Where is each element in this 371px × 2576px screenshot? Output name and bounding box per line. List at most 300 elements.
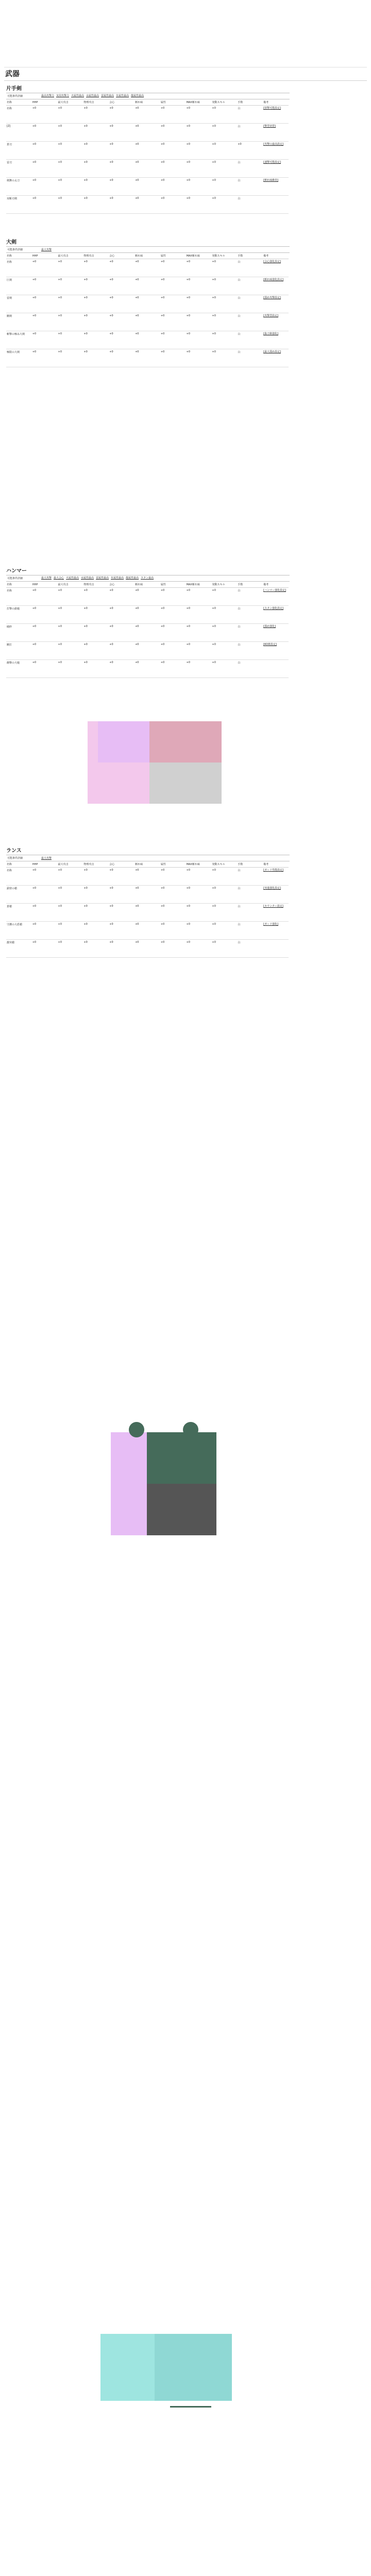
column-header: 手数 [237,582,263,588]
cell-value: +0 [134,624,160,642]
filter-option[interactable]: 氷属性最高 [116,94,129,97]
page [0,67,371,2576]
row-name[interactable]: 名称 [6,259,32,277]
cell-value: +0 [32,277,58,295]
cell-value: +0 [186,106,212,124]
cell-value: +0 [186,588,212,606]
cell-value: +0 [134,277,160,295]
column-header: HHP [32,861,58,868]
cell-value: +0 [83,349,109,367]
cell-value: +0 [32,940,58,958]
table-row [6,178,289,196]
cell-value: +0 [109,295,134,313]
cell-value: +0 [134,660,160,678]
row-name[interactable]: 激突槍 [6,940,32,958]
cell-value: +0 [83,178,109,196]
table-title: ハンマー [6,568,27,574]
column-header: 名称 [6,253,32,259]
cell-value: +0 [160,295,186,313]
column-header: 最大攻击 [58,253,83,259]
color-panel [129,1422,144,1437]
table-header-row [6,253,289,259]
cell-value[interactable]: [攻撃型設定] [263,313,289,331]
column-header: 発動スキル [212,582,238,588]
color-panel [98,721,149,762]
cell-value: 白 [237,868,263,886]
table-row [6,606,289,624]
filter-option[interactable]: 火属性最高 [66,577,79,580]
column-header: 発動スキル [212,99,238,106]
cell-value: +0 [32,904,58,922]
row-name[interactable]: 名称 [6,868,32,886]
column-header: 会心 [109,861,134,868]
cell-value: +0 [212,868,238,886]
cell-value: +0 [212,331,238,349]
cell-value: +0 [32,642,58,660]
cell-value: +0 [134,160,160,178]
cell-value[interactable]: [ハンマー強化設定] [263,588,289,606]
cell-value: +0 [212,606,238,624]
table-row [6,106,289,124]
cell-value: +0 [160,313,186,331]
column-header: MAX斬れ味 [186,861,212,868]
cell-value: +0 [83,868,109,886]
cell-value: +0 [186,124,212,142]
table-row [6,922,289,940]
cell-value: +0 [186,349,212,367]
cell-value: +0 [134,259,160,277]
cell-value: +0 [83,922,109,940]
cell-value: +0 [83,313,109,331]
cell-value: +0 [58,142,83,160]
color-panel [149,721,222,762]
cell-value[interactable]: [スタン強化設定] [263,606,289,624]
cell-value[interactable]: [会心強化設定] [263,259,289,277]
cell-value: +0 [160,588,186,606]
cell-value: +0 [83,160,109,178]
filter-option[interactable]: 最大攻撃 [41,248,52,251]
cell-value: +0 [160,606,186,624]
cell-value: +0 [186,142,212,160]
column-header: 物理攻击 [83,582,109,588]
column-header: 最大攻击 [58,99,83,106]
column-header: 物理攻击 [83,99,109,106]
cell-value: 白 [237,178,263,196]
cell-value[interactable]: [射撃可能設定] [263,106,289,124]
cell-value: 白 [237,660,263,678]
column-header: MAX斬れ味 [186,582,212,588]
cell-value[interactable]: [連撃可能設定] [263,160,289,178]
column-header: 名称 [6,861,32,868]
cell-value: 白 [237,606,263,624]
cell-value: +0 [58,624,83,642]
cell-value: +0 [212,106,238,124]
row-name[interactable]: 剛打 [6,642,32,660]
cell-value: +0 [212,313,238,331]
column-header: 斬れ味 [134,861,160,868]
filter-row [6,855,290,861]
filter-option[interactable]: 水属性最高 [81,577,94,580]
cell-value: +0 [160,178,186,196]
cell-value: +0 [212,178,238,196]
filter-option[interactable]: 最大攻撃 [41,857,52,860]
row-name[interactable]: 破砕 [6,624,32,642]
cell-value[interactable]: [KO術設定] [263,642,289,660]
cell-value[interactable]: [最大溜め設定] [263,349,289,367]
cell-value: +0 [160,160,186,178]
table-header-row [6,99,289,106]
filter-option[interactable]: 実用攻撃力 [56,94,70,97]
column-header: 属性 [160,99,186,106]
cell-value: 白 [237,642,263,660]
cell-value: +0 [109,922,134,940]
cell-value: +0 [32,624,58,642]
cell-value: +0 [237,142,263,160]
cell-value: +0 [212,904,238,922]
table-row [6,160,289,178]
table-row [6,277,289,295]
cell-value: +0 [58,922,83,940]
cell-value: +0 [32,295,58,313]
cell-value[interactable]: [撃型切替] [263,124,289,142]
cell-value: +0 [109,160,134,178]
cell-value: +0 [186,313,212,331]
cell-value: +0 [58,588,83,606]
cell-value: +0 [32,124,58,142]
row-name[interactable]: 雷刃 [6,160,32,178]
cell-value: +0 [186,331,212,349]
cell-value: +0 [58,196,83,214]
cell-value[interactable]: [抜刀術強化] [263,331,289,349]
cell-value: +0 [83,886,109,904]
cell-value[interactable]: [攻撃の最高設定] [263,142,289,160]
filter-option[interactable]: スタン最高 [141,577,154,580]
cell-value: +0 [109,331,134,349]
filter-option[interactable]: 最高攻撃力 [41,94,55,97]
cell-value: +0 [134,886,160,904]
cell-value: +0 [160,624,186,642]
table-row [6,331,289,349]
table-row [6,142,289,160]
cell-value: +0 [58,904,83,922]
cell-value: +0 [83,331,109,349]
cell-value: +0 [160,642,186,660]
filter-option[interactable]: 雷属性最高 [96,577,109,580]
cell-value: +0 [83,904,109,922]
table-row [6,124,289,142]
cell-value: +0 [32,660,58,678]
table-row [6,624,289,642]
cell-value: +0 [160,124,186,142]
row-name[interactable]: 巨剣 [6,277,32,295]
cell-value: +0 [109,277,134,295]
cell-value[interactable] [263,940,289,958]
cell-value[interactable]: [ガード性能設定] [263,868,289,886]
table-row [6,868,289,886]
color-panel [147,1484,216,1535]
cell-value: +0 [134,868,160,886]
cell-value[interactable]: [溜め強化] [263,624,289,642]
column-header: 会心 [109,99,134,106]
row-name[interactable]: 守護の大盾槍 [6,922,32,940]
filter-row [6,246,290,253]
column-header: 会心 [109,253,134,259]
column-header: 斬れ味 [134,99,160,106]
filter-row [6,93,290,99]
cell-value: +0 [186,660,212,678]
table-header-row [6,861,289,868]
cell-value: +0 [83,259,109,277]
data-table [6,253,289,367]
cell-value: +0 [186,940,212,958]
cell-value: +0 [83,295,109,313]
table-row [6,588,289,606]
cell-value: +0 [109,606,134,624]
row-name[interactable]: 名称 [6,588,32,606]
cell-value: +0 [58,277,83,295]
column-header: 名称 [6,99,32,106]
cell-value: 白 [237,588,263,606]
cell-value: +0 [58,660,83,678]
cell-value: +0 [160,196,186,214]
cell-value: +0 [58,868,83,886]
row-name[interactable]: 名称 [6,106,32,124]
cell-value: +0 [32,178,58,196]
color-panel [147,1432,216,1484]
cell-value: +0 [32,588,58,606]
cell-value: +0 [32,259,58,277]
row-name[interactable]: 斬撃の極み大剣 [6,331,32,349]
cell-value: +0 [109,349,134,367]
filter-option[interactable]: 龍属性最高 [131,94,144,97]
cell-value: +0 [109,642,134,660]
cell-value[interactable]: [カウンター設定] [263,904,289,922]
row-name[interactable]: 剣舞の太刀 [6,178,32,196]
cell-value: +0 [134,106,160,124]
column-header: HHP [32,253,58,259]
cell-value: 白 [237,196,263,214]
cell-value: +0 [212,295,238,313]
cell-value[interactable] [263,660,289,678]
cell-value: +0 [134,940,160,958]
row-name[interactable]: 鉄壁の槍 [6,886,32,904]
cell-value: 白 [237,124,263,142]
column-header: MAX斬れ味 [186,99,212,106]
cell-value: +0 [186,160,212,178]
cell-value: +0 [109,904,134,922]
filter-option[interactable]: 火属性最高 [71,94,85,97]
cell-value: +0 [160,922,186,940]
table-row [6,660,289,678]
cell-value: +0 [58,259,83,277]
column-header: 手数 [237,99,263,106]
cell-value: +0 [58,940,83,958]
cell-value: +0 [32,142,58,160]
cell-value: +0 [212,940,238,958]
cell-value: 白 [237,349,263,367]
cell-value: +0 [58,295,83,313]
filter-option[interactable]: 氷属性最高 [111,577,124,580]
color-panel [111,1432,147,1535]
column-header: 最大攻击 [58,582,83,588]
cell-value: 白 [237,886,263,904]
color-legend-bar [170,2406,211,2408]
cell-value[interactable]: [斬れ味強化設定] [263,277,289,295]
column-header: 属性 [160,861,186,868]
cell-value: +0 [83,588,109,606]
table-row [6,313,289,331]
cell-value: +0 [212,922,238,940]
cell-value: +0 [109,259,134,277]
row-name[interactable]: 極限の大剣 [6,349,32,367]
cell-value: +0 [134,295,160,313]
filter-option[interactable]: 龍属性最高 [126,577,139,580]
cell-value: +0 [160,259,186,277]
column-header: 会心 [109,582,134,588]
cell-value: 白 [237,331,263,349]
cell-value: 白 [237,922,263,940]
cell-value: +0 [212,196,238,214]
cell-value: +0 [58,313,83,331]
filter-option[interactable]: 最大攻撃 [41,577,52,580]
cell-value[interactable]: [斬れ味維持] [263,178,289,196]
cell-value: +0 [186,868,212,886]
cell-value: +0 [58,124,83,142]
cell-value: +0 [186,642,212,660]
cell-value: +0 [32,868,58,886]
cell-value: +0 [160,868,186,886]
table-row [6,886,289,904]
cell-value: +0 [83,940,109,958]
table-row [6,642,289,660]
cell-value: +0 [58,349,83,367]
cell-value: +0 [212,259,238,277]
cell-value: 白 [237,940,263,958]
cell-value: +0 [160,106,186,124]
filter-label: 可能条件詳細 [7,248,23,251]
table-header-row [6,582,289,588]
cell-value: +0 [134,196,160,214]
cell-value: +0 [109,940,134,958]
data-table [6,582,289,678]
cell-value: +0 [58,106,83,124]
column-header: 手数 [237,253,263,259]
cell-value: +0 [186,624,212,642]
table-row [6,259,289,277]
cell-value: 白 [237,277,263,295]
row-name[interactable]: 剛剣 [6,313,32,331]
cell-value: +0 [212,588,238,606]
cell-value: +0 [83,124,109,142]
cell-value: +0 [186,922,212,940]
table-row [6,940,289,958]
column-header: 備考 [263,861,289,868]
cell-value[interactable]: [ガード強化] [263,922,289,940]
cell-value: +0 [186,606,212,624]
cell-value[interactable] [263,196,289,214]
row-name[interactable]: 蒼槍 [6,904,32,922]
cell-value: +0 [186,886,212,904]
filter-option[interactable]: 水属性最高 [86,94,99,97]
row-name[interactable]: [Z] [6,124,32,142]
cell-value: +0 [109,196,134,214]
column-header: 発動スキル [212,253,238,259]
column-header: 備考 [263,253,289,259]
cell-value: +0 [32,106,58,124]
row-name[interactable]: 蒼刃 [6,142,32,160]
cell-value: 白 [237,295,263,313]
cell-value: +0 [83,196,109,214]
cell-value: +0 [186,259,212,277]
column-header: 名称 [6,582,32,588]
filter-option[interactable]: 雷属性最高 [101,94,114,97]
table-row [6,196,289,214]
cell-value: +0 [160,660,186,678]
cell-value: +0 [109,106,134,124]
cell-value: +0 [134,904,160,922]
cell-value: +0 [83,642,109,660]
cell-value: 白 [237,160,263,178]
cell-value: +0 [109,588,134,606]
color-panel [183,1422,198,1437]
cell-value: +0 [160,142,186,160]
filter-option[interactable]: 最大会心 [54,577,64,580]
filter-label: 可能条件詳細 [7,577,23,580]
cell-value: +0 [109,660,134,678]
cell-value: +0 [134,588,160,606]
column-header: HHP [32,99,58,106]
filter-label: 可能条件詳細 [7,857,23,860]
cell-value: +0 [186,178,212,196]
table-row [6,295,289,313]
cell-value: +0 [83,142,109,160]
cell-value: +0 [160,940,186,958]
cell-value: +0 [134,922,160,940]
cell-value: +0 [32,606,58,624]
cell-value[interactable]: [突進強化設定] [263,886,289,904]
cell-value: +0 [186,904,212,922]
cell-value[interactable]: [溜め攻撃設定] [263,295,289,313]
cell-value: +0 [186,295,212,313]
cell-value: +0 [58,642,83,660]
cell-value: +0 [186,277,212,295]
cell-value: 白 [237,259,263,277]
column-header: 属性 [160,582,186,588]
filter-label: 可能条件詳細 [7,95,23,98]
weapon-sections [0,84,371,1576]
cell-value: +0 [58,160,83,178]
row-name[interactable]: 打撃の鉄槌 [6,606,32,624]
cell-value: +0 [83,106,109,124]
column-header: 斬れ味 [134,253,160,259]
cell-value: +0 [83,606,109,624]
cell-value: +0 [134,178,160,196]
cell-value: +0 [212,277,238,295]
cell-value: +0 [160,277,186,295]
column-header: MAX斬れ味 [186,253,212,259]
cell-value: +0 [160,349,186,367]
cell-value: 白 [237,106,263,124]
cell-value: +0 [212,624,238,642]
row-name[interactable]: 雷剣 [6,295,32,313]
column-header: 備考 [263,582,289,588]
column-header: HHP [32,582,58,588]
color-panel [155,2334,232,2401]
row-name[interactable]: 双斬刃剣 [6,196,32,214]
cell-value: +0 [109,313,134,331]
cell-value: +0 [134,142,160,160]
row-name[interactable]: 衝撃の大槌 [6,660,32,678]
